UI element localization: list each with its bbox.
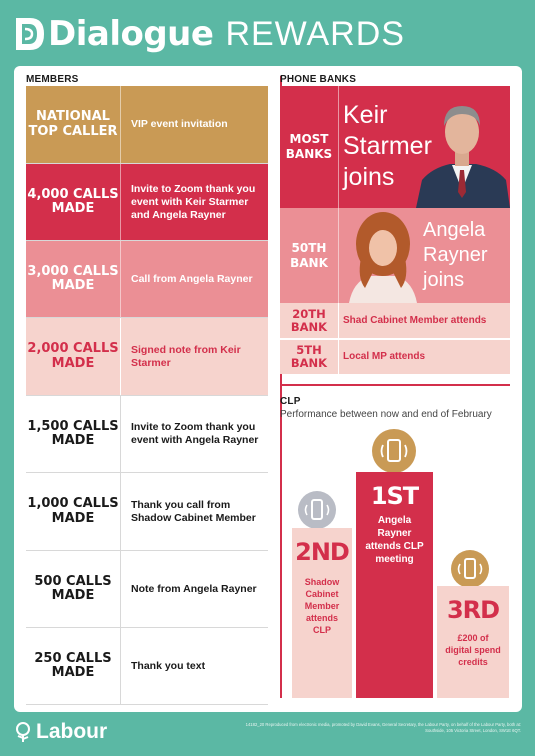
phone-banks-reward-cell <box>339 86 510 208</box>
members-row <box>26 86 268 164</box>
members-level: 1,500 CALLS MADE <box>26 396 121 472</box>
keir-starmer-photo <box>414 86 510 208</box>
dialogue-logo-icon <box>12 14 46 54</box>
members-table <box>26 86 268 705</box>
third-place-reward: £200 of digital spend credits <box>445 633 501 667</box>
members-row <box>26 241 268 318</box>
members-level: 1,000 CALLS MADE <box>26 473 121 550</box>
clp-subtitle: Performance between now and end of February <box>280 409 492 420</box>
members-level: NATIONAL TOP CALLER <box>26 86 121 163</box>
members-heading: MEMBERS <box>26 74 79 85</box>
first-place-reward: Angela Rayner attends CLP meeting <box>365 515 424 565</box>
members-level: 500 CALLS MADE <box>26 551 121 627</box>
members-row <box>26 628 268 705</box>
members-reward: Note from Angela Rayner <box>131 582 257 595</box>
phone-banks-reward-cell <box>339 208 510 303</box>
phone-banks-row <box>280 340 510 374</box>
members-row <box>26 164 268 241</box>
phone-banks-reward: Shad Cabinet Member attends <box>343 314 487 326</box>
first-place-rank: 1ST <box>370 482 419 510</box>
first-place-badge <box>371 428 417 478</box>
members-level: 3,000 CALLS MADE <box>26 241 121 317</box>
phone-banks-row <box>280 208 510 303</box>
second-place-rank: 2ND <box>295 538 349 566</box>
second-place-reward: Shadow Cabinet Member attends CLP <box>304 577 340 635</box>
imprint-text: 14182_20 Reproduced from electronic media, promoted by David Evans, General Secretary, the Labour Party, on behalf of the Labour Party, both at: Southside, 105 Victoria Street, London, SW1E 6QT. <box>245 722 521 733</box>
members-reward: Invite to Zoom thank you event with Angela Rayner <box>131 421 259 446</box>
phone-banks-table <box>280 86 510 374</box>
second-place-bar <box>292 528 352 698</box>
members-row <box>26 473 268 551</box>
labour-logo <box>12 720 107 744</box>
members-reward: Invite to Zoom thank you event with Keir Starmer and Angela Rayner <box>131 182 256 221</box>
members-row <box>26 396 268 473</box>
phone-banks-reward: Keir Starmer joins <box>343 101 432 191</box>
footer <box>0 714 535 756</box>
phone-banks-row <box>280 303 510 340</box>
phone-ringing-icon <box>450 549 490 589</box>
phone-ringing-icon <box>371 428 417 474</box>
members-reward: Call from Angela Rayner <box>131 272 253 285</box>
phone-banks-row <box>280 86 510 208</box>
third-place-bar <box>437 586 509 698</box>
poster-title <box>12 8 405 60</box>
third-place-rank: 3RD <box>446 596 500 624</box>
phone-banks-level: 50TH BANK <box>280 208 339 303</box>
members-row <box>26 318 268 396</box>
members-level: 2,000 CALLS MADE <box>26 318 121 395</box>
phone-banks-heading: PHONE BANKS <box>280 74 357 85</box>
members-reward: Signed note from Keir Starmer <box>131 343 241 369</box>
rose-icon <box>12 721 34 743</box>
phone-banks-reward: Local MP attends <box>343 351 426 362</box>
members-level: 4,000 CALLS MADE <box>26 164 121 240</box>
members-reward: Thank you text <box>131 659 206 672</box>
phone-banks-level: MOST BANKS <box>280 86 339 208</box>
members-level: 250 CALLS MADE <box>26 628 121 704</box>
first-place-bar <box>356 472 433 698</box>
labour-logo-text: Labour <box>36 720 108 743</box>
phone-banks-level: 5TH BANK <box>280 340 339 374</box>
phone-banks-reward: Angela Rayner joins <box>423 219 488 291</box>
title-bold: Dialogue <box>48 14 214 54</box>
clp-heading: CLP <box>280 396 301 407</box>
members-row <box>26 551 268 628</box>
content-panel <box>14 66 522 712</box>
members-reward: VIP event invitation <box>131 118 228 130</box>
angela-rayner-photo <box>339 208 429 303</box>
members-reward: Thank you call from Shadow Cabinet Member <box>131 498 256 524</box>
title-light: REWARDS <box>225 14 405 53</box>
phone-ringing-icon <box>297 490 337 530</box>
clp-divider <box>280 384 510 386</box>
phone-banks-level: 20TH BANK <box>280 303 339 338</box>
